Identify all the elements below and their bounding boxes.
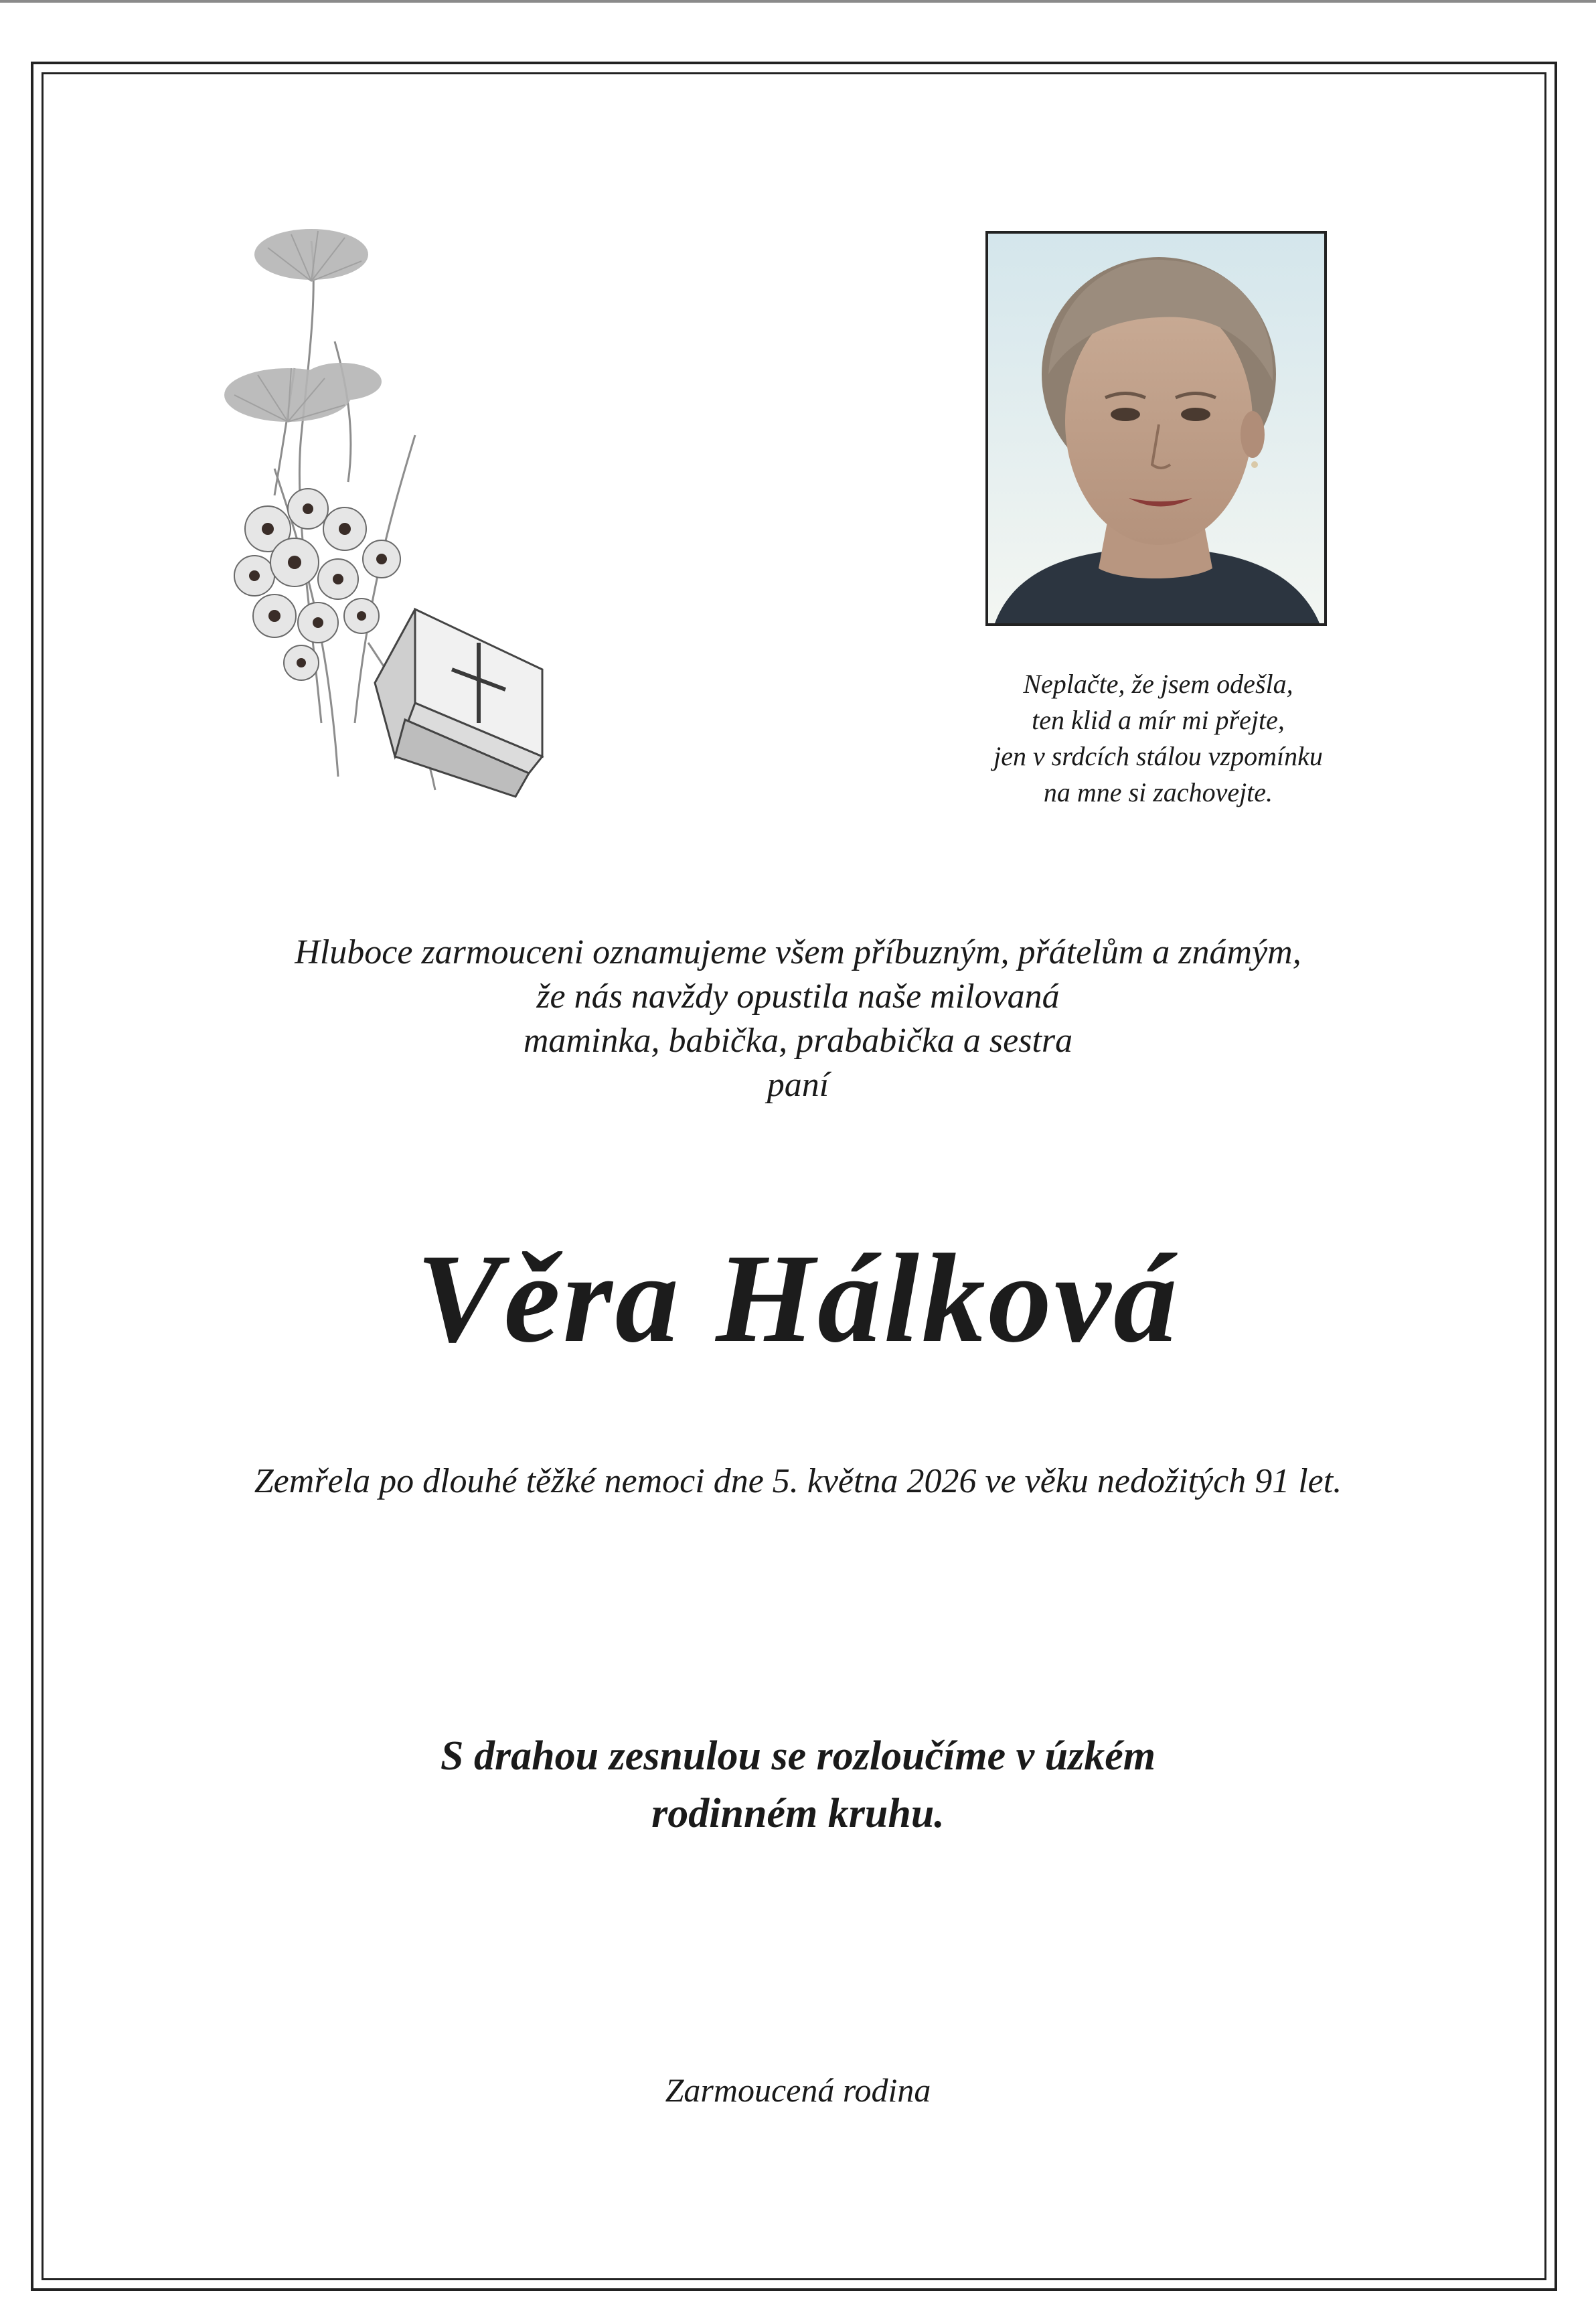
scan-edge	[0, 0, 1596, 3]
portrait-photo	[985, 231, 1327, 626]
announcement-line: maminka, babička, prababička a sestra	[523, 1022, 1073, 1060]
verse-line: jen v srdcích stálou vzpomínku	[993, 741, 1323, 771]
announcement-line: že nás navždy opustila naše milovaná	[536, 977, 1060, 1016]
flowers-bible-icon	[194, 214, 556, 803]
verse-line: ten klid a mír mi přejte,	[1032, 705, 1285, 735]
verse-line: Neplačte, že jsem odešla,	[1023, 669, 1293, 699]
flowers-and-bible-illustration	[194, 214, 556, 803]
farewell-line: rodinném kruhu.	[651, 1791, 945, 1836]
verse	[884, 666, 1433, 811]
farewell-line: S drahou zesnulou se rozloučíme v úzkém	[441, 1733, 1155, 1779]
portrait-icon	[988, 234, 1324, 623]
announcement	[121, 931, 1475, 1107]
announcement-line: paní	[767, 1066, 829, 1104]
death-notice: Zemřela po dlouhé těžké nemoci dne 5. května 2026 ve věku nedožitých 91 let.	[254, 1462, 1342, 1500]
farewell-notice	[121, 1727, 1475, 1842]
announcement-line: Hluboce zarmouceni oznamujeme všem příbuzným, přátelům a známým,	[295, 933, 1301, 971]
verse-line: na mne si zachovejte.	[1043, 777, 1273, 807]
deceased-name: Věra Hálková	[416, 1228, 1180, 1369]
family-signature: Zarmoucená rodina	[665, 2071, 931, 2109]
